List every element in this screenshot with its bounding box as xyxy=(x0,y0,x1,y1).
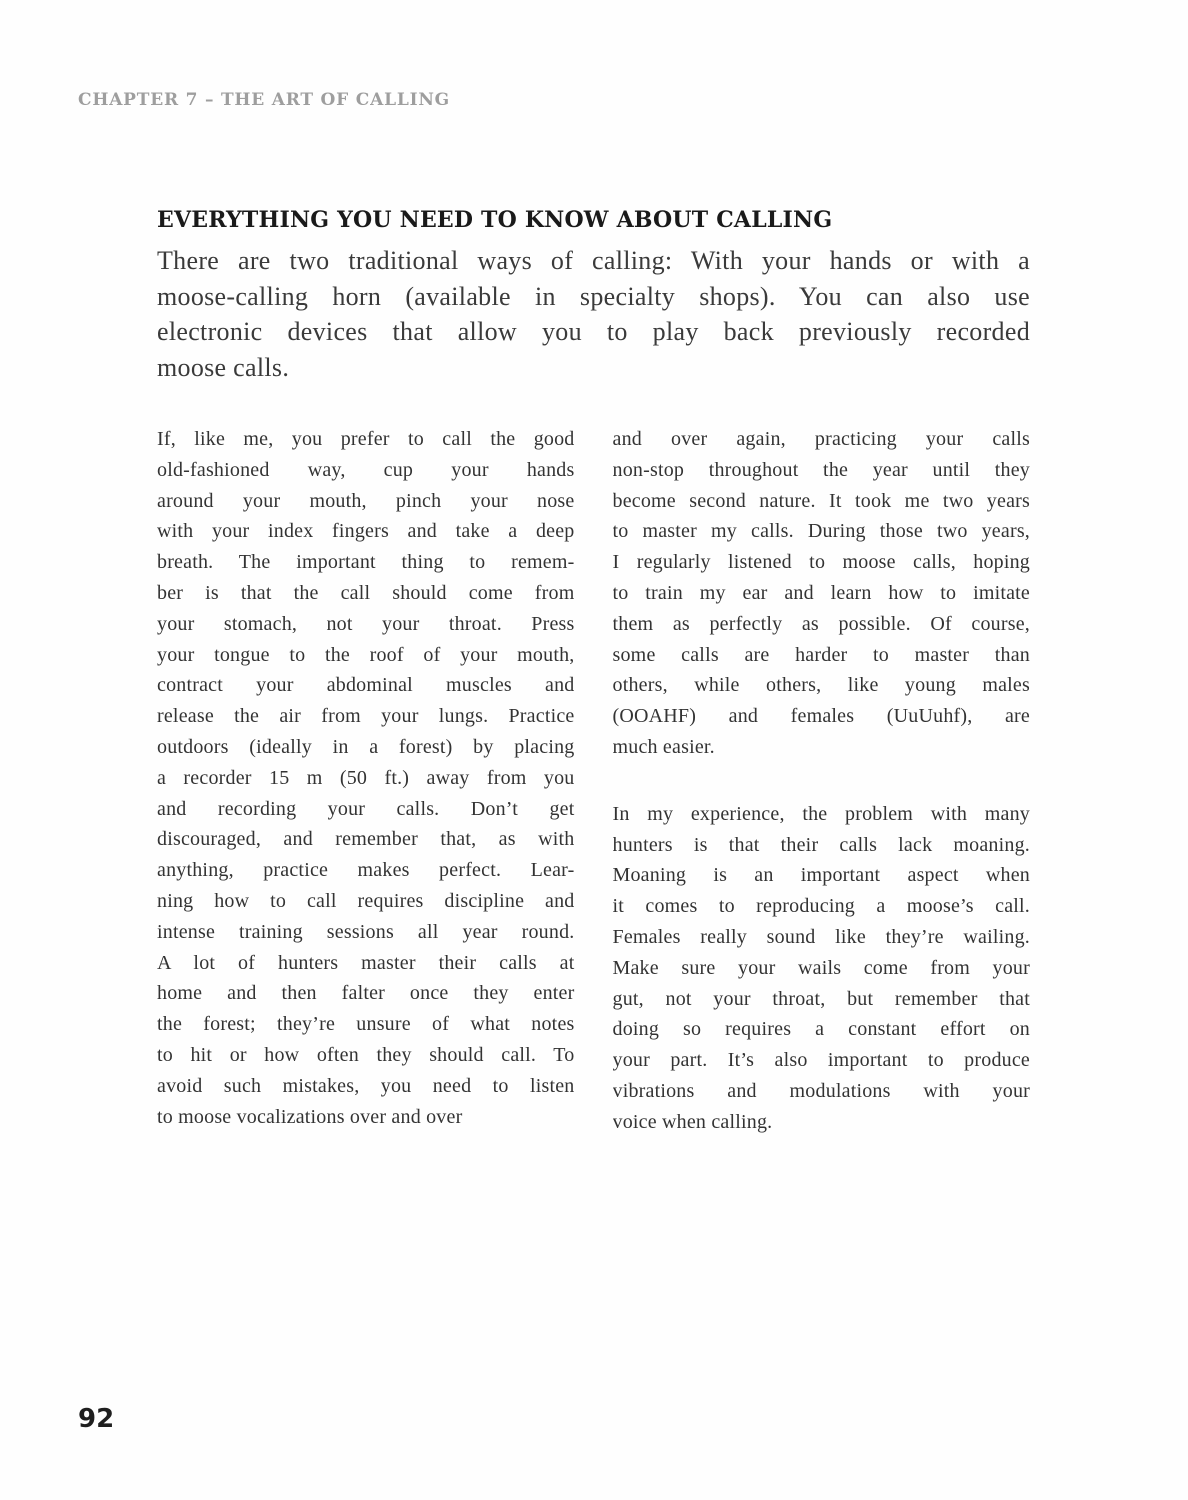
text-line: around your mouth, pinch your nose xyxy=(157,489,575,512)
text-line: to moose vocalizations over and over xyxy=(157,1105,463,1128)
text-line: discouraged, and remember that, as with xyxy=(157,828,575,851)
text-line: If, like me, you prefer to call the good xyxy=(157,428,575,450)
text-line: your part. It’s also important to produce xyxy=(612,1049,1030,1072)
text-line: contract your abdominal muscles and xyxy=(157,674,575,697)
text-line: anything, practice makes perfect. Lear- xyxy=(157,859,575,882)
text-line: Make sure your wails come from your xyxy=(612,956,1030,979)
text-line: non-stop throughout the year until they xyxy=(612,458,1030,481)
text-line: I regularly listened to moose calls, hoping xyxy=(612,551,1030,574)
right-text-column xyxy=(613,424,1031,1138)
section-heading: EVERYTHING YOU NEED TO KNOW ABOUT CALLING xyxy=(157,207,833,233)
text-line: and recording your calls. Don’t get xyxy=(157,797,575,820)
text-line: your tongue to the roof of your mouth, xyxy=(157,643,575,666)
text-line: avoid such mistakes, you need to listen xyxy=(157,1074,575,1097)
text-line: it comes to reproducing a moose’s call. xyxy=(612,895,1030,918)
paragraph xyxy=(613,424,1031,763)
text-line: old-fashioned way, cup your hands xyxy=(157,458,575,481)
text-line: become second nature. It took me two years xyxy=(612,489,1030,512)
text-line: moose-calling horn (available in specialty shops). You can also use xyxy=(157,281,1030,311)
text-line: In my experience, the problem with many xyxy=(612,802,1030,825)
text-line: outdoors (ideally in a forest) by placing xyxy=(157,735,575,758)
text-line: ber is that the call should come from xyxy=(157,581,575,604)
text-line: intense training sessions all year round. xyxy=(157,920,575,943)
text-line: to train my ear and learn how to imitate xyxy=(612,581,1030,604)
text-line: release the air from your lungs. Practice xyxy=(157,705,575,728)
text-line: (OOAHF) and females (UuUuhf), are xyxy=(612,705,1030,728)
text-line: electronic devices that allow you to play back previously recorded xyxy=(157,317,1030,347)
text-line: and over again, practicing your calls xyxy=(612,428,1030,450)
two-column-text xyxy=(157,424,1030,1138)
text-line: some calls are harder to master than xyxy=(612,643,1030,666)
text-line: voice when calling. xyxy=(612,1110,773,1133)
paragraph xyxy=(613,799,1031,1138)
text-line: with your index fingers and take a deep xyxy=(157,520,575,543)
text-line: A lot of hunters master their calls at xyxy=(157,951,575,974)
text-line: ning how to call requires discipline and xyxy=(157,889,575,912)
chapter-running-head: CHAPTER 7 – THE ART OF CALLING xyxy=(78,90,450,110)
intro-paragraph xyxy=(157,243,1030,386)
text-line: vibrations and modulations with your xyxy=(612,1079,1030,1102)
page-number: 92 xyxy=(78,1404,115,1434)
text-line: There are two traditional ways of calling: With your hands or with a xyxy=(157,246,1030,275)
text-line: to hit or how often they should call. To xyxy=(157,1043,575,1066)
text-line: the forest; they’re unsure of what notes xyxy=(157,1013,575,1036)
left-text-column xyxy=(157,424,575,1138)
text-line: Moaning is an important aspect when xyxy=(612,864,1030,887)
text-line: home and then falter once they enter xyxy=(157,982,575,1005)
text-line: your stomach, not your throat. Press xyxy=(157,612,575,635)
text-line: much easier. xyxy=(612,735,715,758)
text-line: a recorder 15 m (50 ft.) away from you xyxy=(157,766,575,789)
text-line: moose calls. xyxy=(157,353,290,383)
text-line: others, while others, like young males xyxy=(612,674,1030,697)
text-line: Females really sound like they’re wailing. xyxy=(612,925,1030,948)
text-line: hunters is that their calls lack moaning. xyxy=(612,833,1030,856)
text-line: breath. The important thing to remem- xyxy=(157,551,575,574)
text-line: to master my calls. During those two years, xyxy=(612,520,1030,543)
text-line: gut, not your throat, but remember that xyxy=(612,987,1030,1010)
paragraph xyxy=(157,424,575,1132)
text-line: them as perfectly as possible. Of course, xyxy=(612,612,1030,635)
text-line: doing so requires a constant effort on xyxy=(612,1018,1030,1041)
